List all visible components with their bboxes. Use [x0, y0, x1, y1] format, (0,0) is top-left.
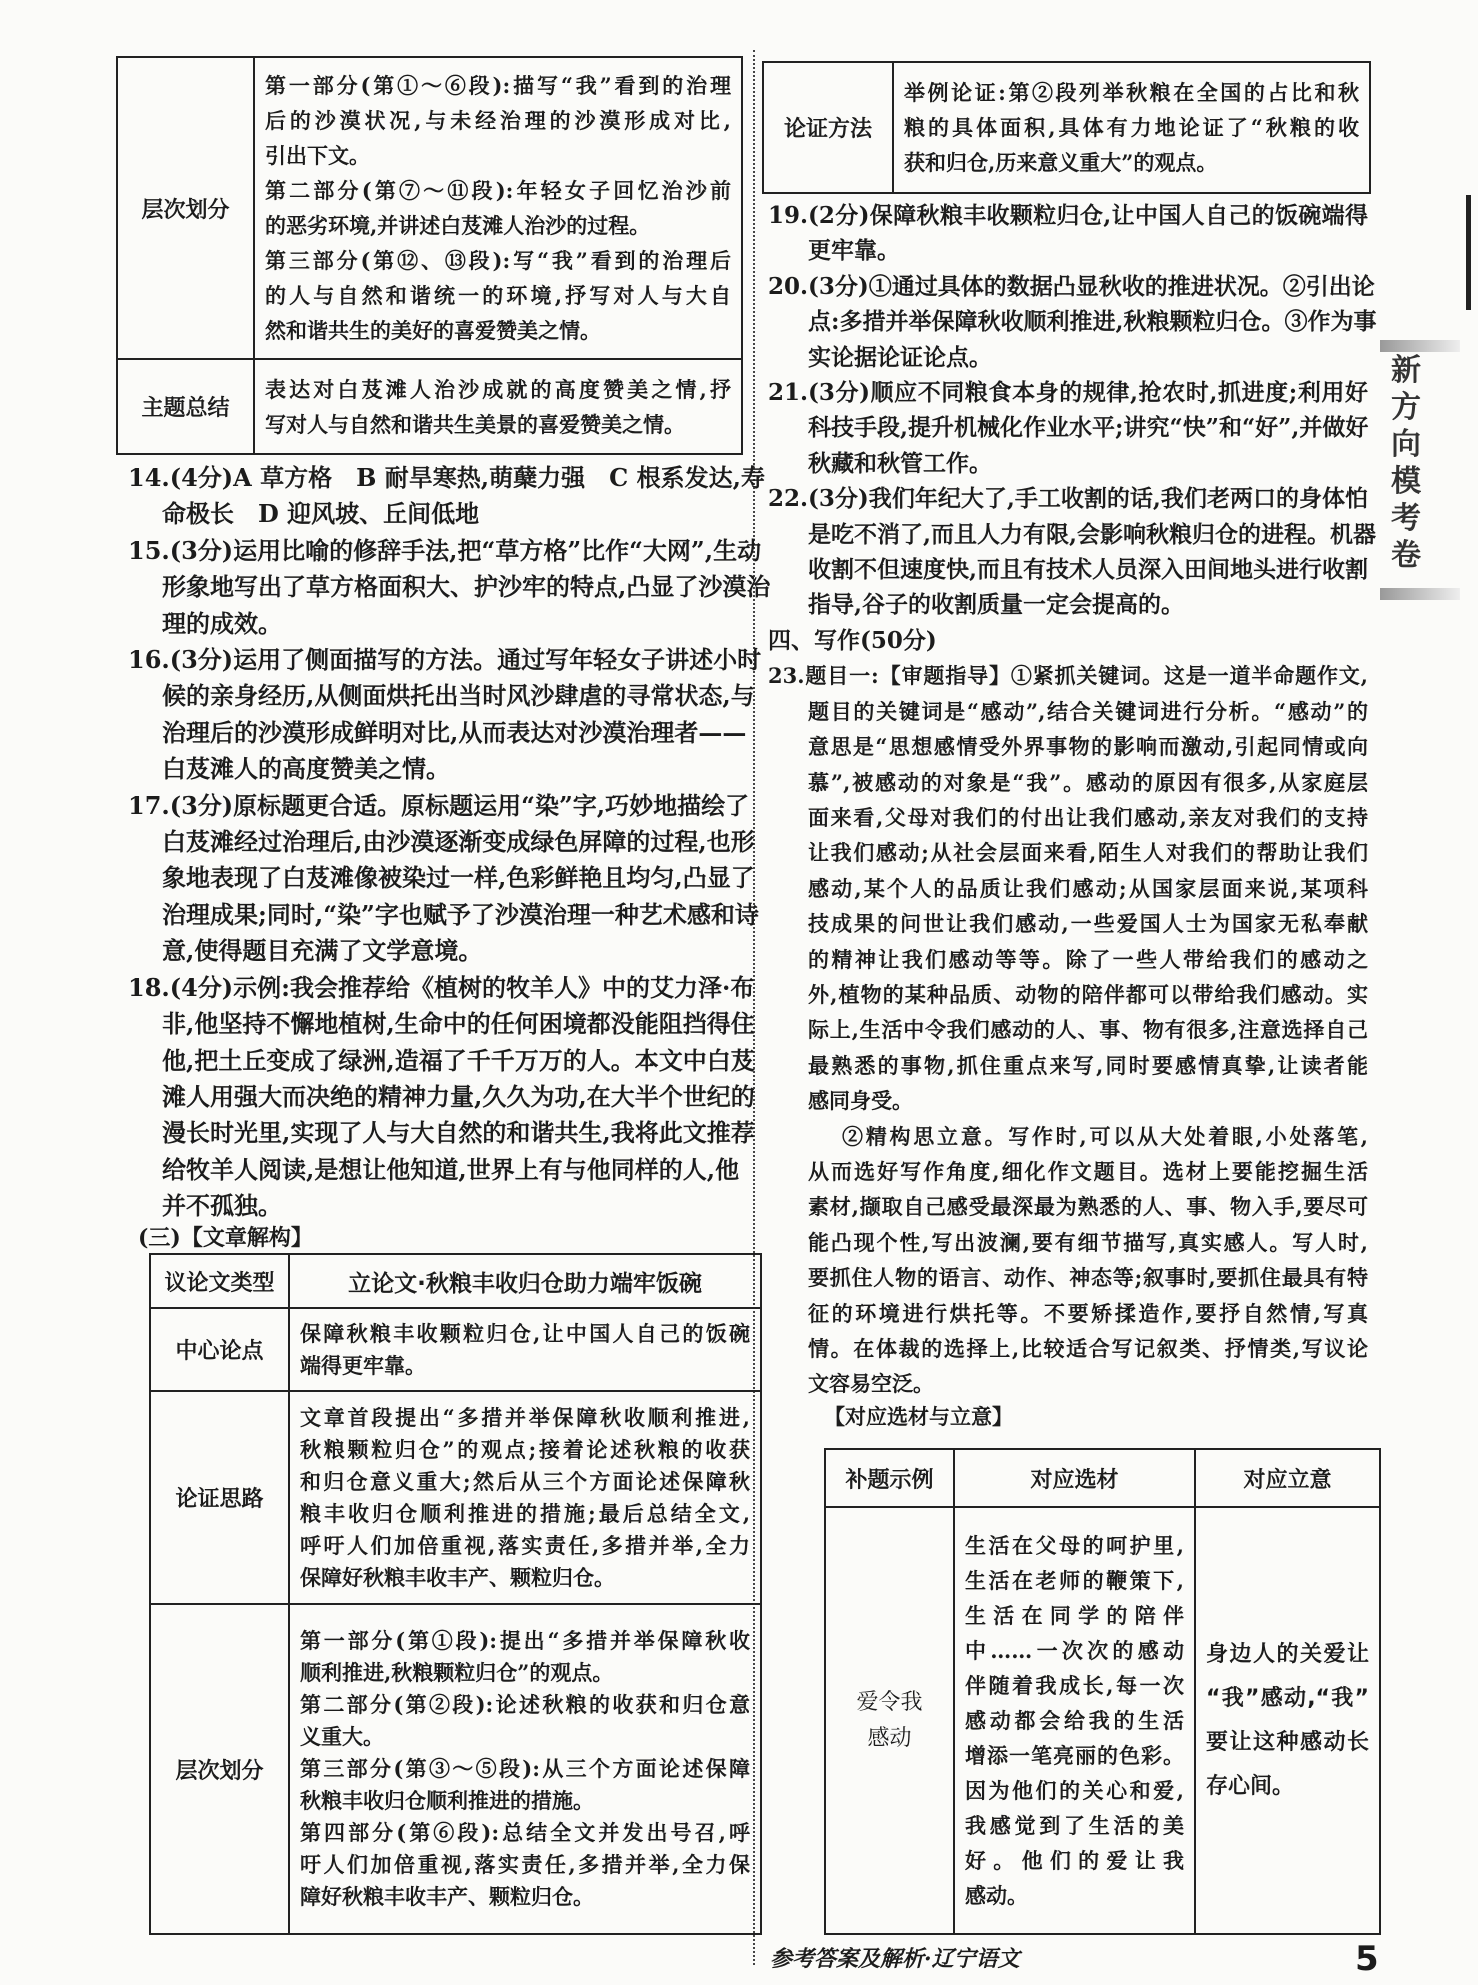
text-line: “我”感动,“我”: [1206, 1685, 1369, 1711]
text-line: 生活在父母的呵护里,: [965, 1533, 1184, 1558]
type-value: 立论文·秋粮丰收归仓助力端牢饭碗: [289, 1254, 761, 1308]
q23-guidance: [768, 658, 1368, 1118]
text-line: 治理后的沙漠形成鲜明对比,从而表达对沙漠治理者——: [162, 717, 747, 747]
text-line: 生活在同学的陪伴: [965, 1603, 1184, 1628]
text-line: 表达对白芨滩人治沙成就的高度赞美之情,抒: [265, 376, 731, 402]
answers-14-18: [128, 460, 771, 1225]
answer-item: [128, 533, 771, 642]
text-line: 我感觉到了生活的美: [965, 1813, 1184, 1838]
text-line: 粮的具体面积,具体有力地论证了“秋粮的收: [904, 115, 1359, 140]
text-line: 好。他们的爱让我: [965, 1848, 1184, 1873]
text-line: 粮丰收归仓顺利推进的措施;最后总结全文,: [300, 1500, 750, 1526]
row-label: 层次划分: [150, 1604, 289, 1934]
text-line: 感动都会给我的生活: [965, 1708, 1184, 1733]
text-line: 情。在体裁的选择上,比较适合写记叙类、抒情类,写议论: [808, 1336, 1368, 1361]
row-label: 论证思路: [150, 1391, 289, 1604]
example-line: 爱令我: [856, 1689, 923, 1715]
side-label-char: 考: [1391, 501, 1421, 536]
text-line: 指导,谷子的收割质量一定会提高的。: [808, 591, 1185, 619]
text-line: 吁人们加倍重视,落实责任,多措并举,全力保: [300, 1852, 750, 1877]
text-line: 实论据论证论点。: [808, 343, 992, 371]
text-line: 呼吁人们加倍重视,落实责任,多措并举,全力: [300, 1532, 750, 1558]
header-material: 对应选材: [954, 1449, 1195, 1507]
cell-text: [904, 75, 1359, 180]
edge-bar: [1466, 195, 1471, 310]
text-line: 第一部分(第①段):提出“多措并举保障秋收: [300, 1628, 750, 1653]
text-line: 他,把土丘变成了绿洲,造福了千千万万的人。本文中白芨: [162, 1045, 755, 1075]
text-line: 治理成果;同时,“染”字也赋予了沙漠治理一种艺术感和诗: [162, 899, 759, 929]
text-line: 从而选好写作角度,细化作文题目。选材上要能挖掘生活: [808, 1158, 1368, 1184]
text-line: 15.(3分)运用比喻的修辞手法,把“草方格”比作“大网”,生动: [128, 535, 762, 565]
text-line: 后的沙漠状况,与未经治理的沙漠形成对比,: [265, 108, 731, 133]
text-line: 顺利推进,秋粮颗粒归仓”的观点。: [300, 1660, 614, 1685]
text-line: 感动。: [965, 1883, 1028, 1908]
answer-item: [128, 460, 765, 533]
text-line: 让我们感动;从社会层面来看,陌生人对我们的帮助让我们: [808, 840, 1368, 866]
answers-19-22: [768, 198, 1377, 623]
text-line: 写对人与自然和谐共生美景的喜爱赞美之情。: [265, 411, 685, 437]
answer-item: [128, 970, 755, 1225]
text-line: 滩人用强大而决绝的精神力量,久久为功,在大半个世纪的: [162, 1081, 755, 1111]
text-line: 第一部分(第①～⑥段):描写“我”看到的治理: [265, 73, 731, 98]
answer-item: [768, 375, 1368, 481]
text-line: 的恶劣环境,并讲述白芨滩人治沙的过程。: [265, 213, 651, 238]
answer-item: [128, 642, 762, 788]
text-line: 举例论证:第②段列举秋粮在全国的占比和秋: [904, 80, 1359, 105]
text-line: 能凸现个性,写出波澜,要有细节描写,真实感人。写人时,: [808, 1229, 1368, 1255]
text-line: 要让这种感动长: [1206, 1729, 1369, 1755]
text-line: 的人与自然和谐统一的环境,抒写对人与大自: [265, 283, 731, 308]
text-line: 感动,某个人的品质让我们感动;从国家层面来说,某项科: [808, 875, 1368, 901]
text-line: 更牢靠。: [808, 237, 900, 265]
text-line: 点:多措并举保障秋收顺利推进,秋粮颗粒归仓。③作为事: [808, 308, 1377, 336]
text-line: 漫长时光里,实现了人与大自然的和谐共生,我将此文推荐: [162, 1118, 755, 1148]
text-line: 最熟悉的事物,抓住重点来写,同时要感情真挚,让读者能: [808, 1052, 1368, 1078]
text-line: 素材,撷取自己感受最深最为熟悉的人、事、物入手,要尽可: [808, 1194, 1368, 1220]
text-line: 意,使得题目充满了文学意境。: [162, 936, 483, 966]
text-line: 身边人的关爱让: [1206, 1641, 1369, 1667]
text-line: 感同身受。: [808, 1088, 913, 1114]
text-line: 18.(4分)示例:我会推荐给《植树的牧羊人》中的艾力泽·布: [128, 972, 755, 1002]
answer-item: [768, 481, 1377, 623]
text-line: 因为他们的关心和爱,: [965, 1778, 1184, 1803]
text-line: 慕”,被感动的对象是“我”。感动的原因有很多,从家庭层: [808, 769, 1368, 795]
header-intent: 对应立意: [1195, 1449, 1380, 1507]
text-line: 障好秋粮丰收丰产、颗粒归仓。: [300, 1884, 594, 1909]
side-decor-bar: [1380, 340, 1460, 352]
table-heading: 【对应选材与立意】: [824, 1403, 1013, 1429]
text-line: 并不孤独。: [162, 1191, 282, 1221]
side-decor-bar: [1380, 588, 1460, 600]
text-line: 给牧羊人阅读,是想让他知道,世界上有与他同样的人,他: [162, 1154, 740, 1184]
side-label-char: 新: [1391, 353, 1421, 388]
row-label: 主题总结: [117, 359, 254, 454]
text-line: 第二部分(第⑦～⑪段):年轻女子回忆治沙前: [265, 178, 731, 203]
text-line: 科技手段,提升机械化作业水平;讲究“快”和“好”,并做好: [808, 414, 1369, 442]
text-line: 技成果的问世让我们感动,一些爱国人士为国家无私奉献: [808, 911, 1368, 937]
text-line: 第三部分(第③～⑤段):从三个方面论述保障: [300, 1756, 750, 1781]
text-line: ②精构思立意。写作时,可以从大处着眼,小处落笔,: [842, 1123, 1368, 1149]
text-line: 生活在老师的鞭策下,: [965, 1568, 1184, 1593]
page-number: 5: [1355, 1939, 1379, 1979]
answers-right: [768, 198, 1377, 1432]
text-line: 伴随着我成长,每一次: [965, 1673, 1184, 1698]
text-line: 17.(3分)原标题更合适。原标题运用“染”字,巧妙地描绘了: [128, 790, 750, 820]
text-line: 题目的关键词是“感动”,结合关键词进行分析。“感动”的: [808, 698, 1368, 724]
answer-item: [128, 788, 759, 970]
text-line: 和归仓意义重大;然后从三个方面论述保障秋: [300, 1468, 750, 1494]
cell-text: [300, 1318, 750, 1382]
text-line: 第四部分(第⑥段):总结全文并发出号召,呼: [300, 1820, 750, 1845]
structure-table-2: [149, 1253, 762, 1935]
cell-text: [265, 68, 731, 348]
text-line: 引出下文。: [265, 143, 370, 168]
text-line: 存心间。: [1206, 1773, 1295, 1799]
intent-text: [1206, 1633, 1369, 1809]
text-line: 象地表现了白芨滩像被染过一样,色彩鲜艳且均匀,凸显了: [162, 863, 755, 893]
text-line: 形象地写出了草方格面积大、护沙牢的特点,凸显了沙漠治: [162, 572, 771, 602]
text-line: 义重大。: [300, 1724, 384, 1749]
text-line: 中……一次次的感动: [965, 1638, 1184, 1663]
text-line: 获和归仓,历来意义重大”的观点。: [904, 150, 1218, 175]
example-line: 感动: [867, 1725, 912, 1751]
side-label-char: 方: [1391, 390, 1421, 425]
text-line: 保障好秋粮丰收丰产、颗粒归仓。: [300, 1564, 615, 1590]
text-line: 第二部分(第②段):论述秋粮的收获和归仓意: [300, 1692, 750, 1717]
text-line: 文容易空泛。: [808, 1371, 934, 1397]
section-heading: (三)【文章解构】: [138, 1225, 313, 1251]
text-line: 白芨滩经过治理后,由沙漠逐渐变成绿色屏障的过程,也形: [162, 827, 755, 857]
text-line: 意思是“思想感情受外界事物的影响而激动,引起同情或向: [808, 734, 1368, 760]
text-line: 端得更牢靠。: [300, 1352, 426, 1378]
text-line: 增添一笔亮丽的色彩。: [965, 1743, 1184, 1768]
text-line: 白芨滩人的高度赞美之情。: [162, 754, 450, 784]
text-line: 19.(2分)保障秋粮丰收颗粒归仓,让中国人自己的饭碗端得: [768, 202, 1368, 229]
text-line: 秋藏和秋管工作。: [808, 449, 992, 477]
text-line: 面来看,父母对我们的付出让我们感动,亲友对我们的支持: [808, 804, 1368, 830]
side-label-char: 卷: [1391, 538, 1421, 573]
text-line: 要抓住人物的语言、动作、神态等;叙事时,要抓住最具有特: [808, 1265, 1368, 1291]
text-line: 非,他坚持不懈地植树,生命中的任何困境都没能阻挡得住: [162, 1009, 755, 1039]
text-line: 20.(3分)①通过具体的数据凸显秋收的推进状况。②引出论: [768, 272, 1375, 300]
material-text: [965, 1528, 1184, 1913]
text-line: 22.(3分)我们年纪大了,手工收割的话,我们老两口的身体怕: [768, 485, 1368, 513]
cell-text: [300, 1402, 750, 1594]
text-line: 是吃不消了,而且人力有限,会影响秋粮归仓的进程。机器: [808, 520, 1377, 548]
text-line: 然和谐共生的美好的喜爱赞美之情。: [265, 318, 601, 343]
side-label: [1383, 352, 1429, 574]
text-line: 收割不但速度快,而且有技术人员深入田间地头进行收割: [808, 556, 1369, 584]
text-line: 候的亲身经历,从侧面烘托出当时风沙肆虐的寻常状态,与: [162, 681, 755, 711]
text-line: 的精神让我们感动等等。除了一些人带给我们的感动之: [808, 946, 1368, 972]
example-cell: [825, 1507, 954, 1934]
q23-idea: [768, 1119, 1368, 1402]
text-line: 理的成效。: [162, 608, 282, 638]
text-line: 秋粮丰收归仓顺利推进的措施。: [300, 1788, 594, 1813]
row-label: 层次划分: [117, 57, 254, 359]
text-line: 命极长 D 迎风坡、丘间低地: [162, 499, 480, 529]
text-line: 23.题目一:【审题指导】①紧抓关键词。这是一道半命题作文,: [768, 663, 1368, 689]
answer-item: [768, 269, 1377, 375]
answer-item: [768, 198, 1368, 269]
cell-text: [300, 1625, 750, 1913]
header-example: 补题示例: [825, 1449, 954, 1507]
row-label: 论证方法: [763, 62, 893, 193]
method-table: [762, 61, 1371, 194]
text-line: 征的环境进行烘托等。不要矫揉造作,要抒自然情,写真: [808, 1300, 1368, 1326]
text-line: 际上,生活中令我们感动的人、事、物有很多,注意选择自己: [808, 1017, 1368, 1043]
text-line: 外,植物的某种品质、动物的陪伴都可以带给我们感动。实: [808, 981, 1368, 1007]
text-line: 21.(3分)顺应不同粮食本身的规律,抢农时,抓进度;利用好: [768, 379, 1368, 407]
side-label-char: 模: [1391, 464, 1421, 499]
side-label-char: 向: [1391, 427, 1421, 462]
section-heading: 四、写作(50分): [768, 626, 937, 654]
cell-text: [265, 372, 731, 442]
text-line: 秋粮颗粒归仓”的观点;接着论述秋粮的收获: [300, 1436, 750, 1462]
row-label: 议论文类型: [150, 1254, 289, 1308]
material-table: [824, 1448, 1381, 1935]
text-line: 保障秋粮丰收颗粒归仓,让中国人自己的饭碗: [300, 1320, 750, 1346]
text-line: 文章首段提出“多措并举保障秋收顺利推进,: [300, 1404, 750, 1430]
row-label: 中心论点: [150, 1308, 289, 1391]
text-line: 16.(3分)运用了侧面描写的方法。通过写年轻女子讲述小时: [128, 645, 762, 675]
text-line: 14.(4分)A 草方格 B 耐旱寒热,萌蘖力强 C 根系发达,寿: [128, 463, 765, 492]
structure-table-1: [116, 56, 743, 455]
footer-text: 参考答案及解析·辽宁语文: [770, 1946, 1020, 1972]
text-line: 第三部分(第⑫、⑬段):写“我”看到的治理后: [265, 248, 731, 273]
